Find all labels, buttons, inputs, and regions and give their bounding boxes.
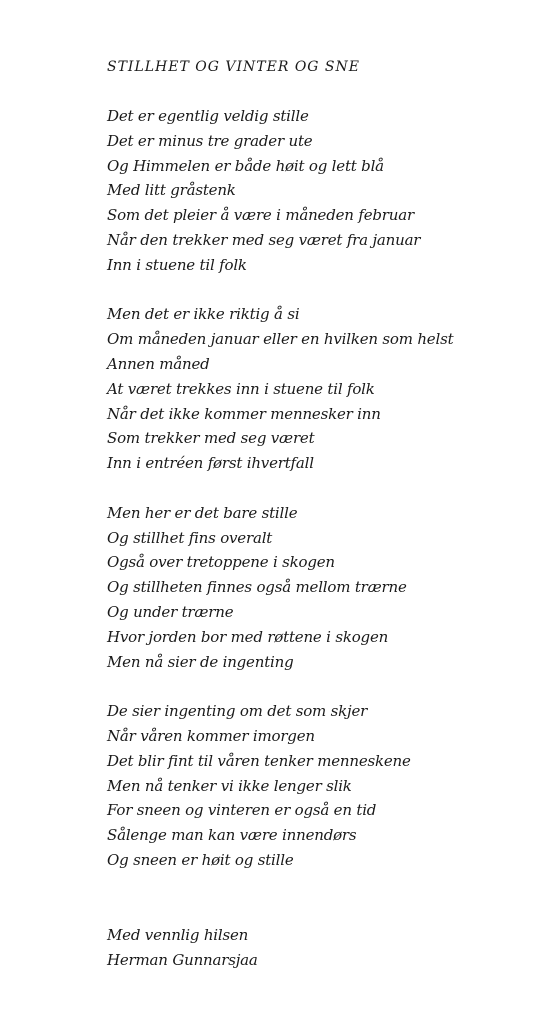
- poem-line: Inn i stuene til folk: [107, 255, 247, 274]
- poem-line: Som det pleier å være i måneden februar: [107, 206, 414, 225]
- poem-line: Om måneden januar eller en hvilken som helst: [107, 330, 454, 349]
- poem-line: Annen måned: [107, 354, 210, 373]
- poem-line: Men her er det bare stille: [107, 503, 298, 522]
- poem-line: Men det er ikke riktig å si: [107, 305, 300, 324]
- poem-line: Hvor jorden bor med røttene i skogen: [107, 627, 389, 646]
- poem-line: Og stillhet fins overalt: [107, 528, 273, 547]
- poem-line: Og under trærne: [107, 602, 234, 621]
- poem-line: De sier ingenting om det som skjer: [107, 702, 368, 721]
- poem-line: Sålenge man kan være innendørs: [107, 826, 357, 845]
- poem-line: Når den trekker med seg været fra januar: [107, 230, 421, 249]
- signature-block: [107, 923, 527, 973]
- poem-line: Med litt gråstenk: [107, 181, 236, 200]
- closing-text: Med vennlig hilsen: [107, 925, 249, 944]
- poem-line: For sneen og vinteren er også en tid: [107, 801, 377, 820]
- poem-title: STILLHET OG VINTER OG SNE: [107, 59, 360, 75]
- stanza-3: [107, 501, 527, 675]
- poem-line: Som trekker med seg været: [107, 429, 315, 448]
- poem-line: Men nå tenker vi ikke lenger slik: [107, 776, 352, 795]
- poem-line: Og stillheten finnes også mellom trærne: [107, 578, 407, 597]
- author-name: Herman Gunnarsjaa: [107, 950, 258, 969]
- poem-line: Men nå sier de ingenting: [107, 652, 294, 671]
- poem-line: Og Himmelen er både høit og lett blå: [107, 156, 384, 175]
- poem-line: Når våren kommer imorgen: [107, 726, 315, 745]
- poem: [107, 52, 527, 972]
- stanza-4: [107, 699, 527, 873]
- poem-line: Når det ikke kommer mennesker inn: [107, 404, 381, 423]
- poem-line: Inn i entréen først ihvertfall: [107, 454, 314, 473]
- stanza-1: [107, 104, 527, 278]
- poem-line: Også over tretoppene i skogen: [107, 553, 335, 572]
- stanza-2: [107, 302, 527, 476]
- poem-line: Det er minus tre grader ute: [107, 131, 313, 150]
- poem-line: At været trekkes inn i stuene til folk: [107, 379, 375, 398]
- poem-line: Det er egentlig veldig stille: [107, 107, 309, 125]
- poem-line: Og sneen er høit og stille: [107, 850, 294, 869]
- poem-line: Det blir fint til våren tenker menneskene: [107, 751, 411, 770]
